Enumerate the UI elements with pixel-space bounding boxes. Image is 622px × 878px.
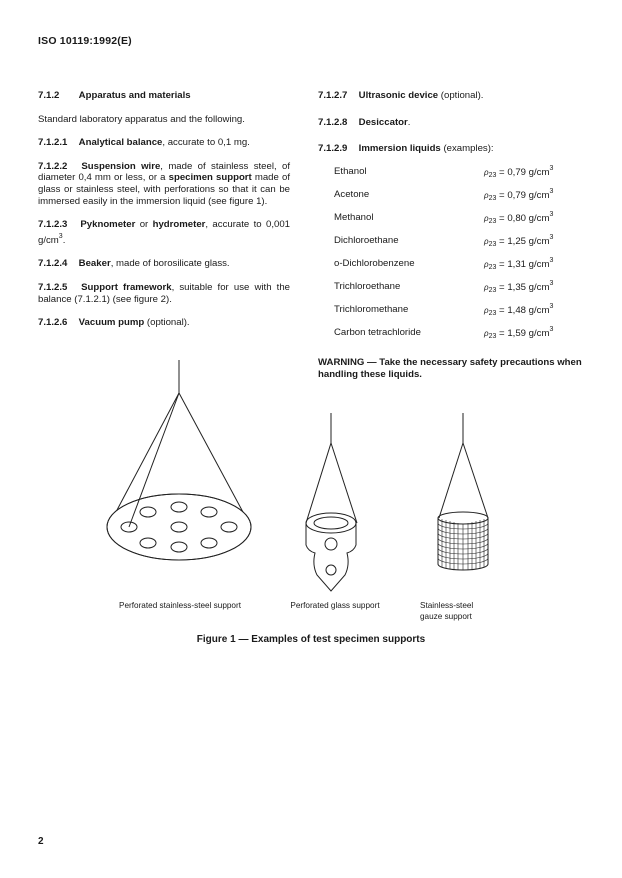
rho-subscript: 23 [488, 309, 497, 317]
section-7-1-2-6 [38, 317, 290, 329]
section-number: 7.1.2.3 [38, 219, 68, 231]
rho-subscript: 23 [488, 171, 497, 179]
section-7-1-2-5 [38, 282, 290, 305]
section-7-1-2-1 [38, 137, 290, 149]
liquid-name: Carbon tetrachloride [334, 327, 421, 339]
rho-subscript: 23 [488, 332, 497, 340]
section-text: (optional). [144, 317, 190, 329]
section-text: , accurate to 0,001 g/cm [38, 219, 290, 246]
section-title: Desiccator [358, 116, 408, 128]
section-number: 7.1.2.2 [38, 160, 68, 172]
rho-subscript: 23 [488, 286, 497, 294]
section-7-1-2-2 [38, 161, 290, 207]
section-title: Vacuum pump [78, 317, 145, 329]
figure-1-drawing [0, 355, 622, 630]
liquid-density [484, 207, 553, 230]
liquid-density [484, 299, 553, 322]
figure-caption: Figure 1 — Examples of test specimen supports [196, 634, 426, 645]
figure-label-gauze-line2: gauze support [420, 612, 472, 621]
density-value: = 1,25 g/cm [496, 235, 550, 247]
unit-superscript: 3 [549, 325, 554, 333]
rho-symbol: ρ [484, 213, 489, 223]
intro-text: Standard laboratory apparatus and the following. [38, 113, 245, 125]
figure-label-stainless-steel-support: Perforated stainless-steel support [119, 601, 241, 610]
section-7-1-2 [38, 90, 290, 102]
section-7-1-2-7 [318, 90, 586, 102]
rho-subscript: 23 [488, 194, 497, 202]
liquid-row [334, 161, 553, 184]
page-number: 2 [38, 836, 44, 847]
density-value: = 1,48 g/cm [496, 304, 550, 316]
section-number: 7.1.2.1 [38, 137, 68, 149]
rho-symbol: ρ [484, 236, 489, 246]
section-number: 7.1.2 [38, 90, 60, 101]
density-value: = 1,35 g/cm [496, 281, 550, 293]
unit-superscript: 3 [549, 164, 554, 172]
unit-superscript: 3 [549, 233, 554, 241]
section-text: (optional). [438, 90, 484, 101]
density-value: = 0,80 g/cm [496, 212, 550, 224]
rho-subscript: 23 [488, 263, 497, 271]
section-text: , suitable for use with the balance (7.1.2.1) (see figure 2). [38, 281, 290, 305]
density-value: = 1,59 g/cm [496, 327, 550, 339]
rho-symbol: ρ [484, 259, 489, 269]
liquid-row [334, 299, 553, 322]
section-text: . [407, 116, 411, 128]
section-number: 7.1.2.8 [318, 116, 348, 128]
rho-subscript: 23 [488, 217, 497, 225]
liquid-name: o-Dichlorobenzene [334, 258, 415, 270]
liquid-density [484, 230, 553, 253]
section-7-1-2-4 [38, 258, 290, 270]
rho-symbol: ρ [484, 328, 489, 338]
density-value: = 1,31 g/cm [496, 258, 550, 270]
section-7-1-2-9 [318, 143, 586, 155]
liquid-name: Acetone [334, 189, 370, 201]
liquid-density [484, 253, 553, 276]
section-bold-term: specimen support [168, 172, 252, 184]
liquid-density [484, 184, 553, 207]
warning-text: WARNING — Take the necessary safety precautions when handling these liquids. [318, 356, 582, 380]
perforated-stainless-steel-support-drawing [107, 360, 251, 560]
section-7-1-2-8 [318, 117, 586, 129]
liquid-name: Ethanol [334, 166, 367, 178]
document-id: ISO 10119:1992(E) [38, 35, 132, 47]
liquid-row [334, 184, 553, 207]
superscript: 3 [58, 232, 63, 240]
liquid-name: Trichloroethane [334, 281, 401, 293]
section-number: 7.1.2.7 [318, 90, 348, 101]
unit-superscript: 3 [549, 210, 554, 218]
rho-symbol: ρ [484, 282, 489, 292]
section-text: made of glass or stainless steel, with perforations so that it can be immersed easily in the immersion liquid (see figure 1). [38, 172, 290, 207]
section-title: Immersion liquids [358, 143, 441, 155]
rho-symbol: ρ [484, 190, 489, 200]
unit-superscript: 3 [549, 187, 554, 195]
liquid-row [334, 230, 553, 253]
right-column [318, 90, 586, 390]
section-text: (examples): [440, 143, 494, 155]
density-value: = 0,79 g/cm [496, 166, 550, 178]
section-title: Beaker [78, 258, 111, 270]
section-title: Apparatus and materials [78, 90, 191, 101]
liquid-row [334, 276, 553, 299]
section-text: , accurate to 0,1 mg. [162, 137, 250, 149]
section-title: Pyknometer [80, 219, 136, 231]
section-number: 7.1.2.5 [38, 281, 68, 293]
figure-label-gauze-line1: Stainless-steel [420, 601, 474, 610]
section-text: , made of stainless steel, of diameter 0,4 mm or less, or a [38, 160, 290, 184]
liquid-row [334, 253, 553, 276]
rho-symbol: ρ [484, 305, 489, 315]
section-title-2: hydrometer [152, 219, 206, 231]
section-title: Ultrasonic device [358, 90, 439, 101]
liquid-row [334, 207, 553, 230]
section-text: , made of borosilicate glass. [110, 258, 230, 270]
left-column [38, 90, 290, 338]
liquid-row [334, 322, 553, 345]
liquid-name: Dichloroethane [334, 235, 399, 247]
section-number: 7.1.2.6 [38, 317, 68, 329]
section-7-1-2-3 [38, 219, 290, 246]
liquid-density [484, 161, 553, 184]
section-title: Analytical balance [78, 137, 163, 149]
density-value: = 0,79 g/cm [496, 189, 550, 201]
unit-superscript: 3 [549, 256, 554, 264]
section-title: Support framework [81, 281, 172, 293]
liquid-name: Methanol [334, 212, 374, 224]
liquid-density [484, 322, 553, 345]
rho-symbol: ρ [484, 167, 489, 177]
unit-superscript: 3 [549, 279, 554, 287]
section-title: Suspension wire [81, 160, 161, 172]
immersion-liquids-table [334, 161, 553, 345]
perforated-glass-support-drawing [306, 413, 357, 591]
stainless-steel-gauze-support-drawing [438, 413, 488, 570]
figure-label-glass-support: Perforated glass support [290, 601, 380, 610]
section-text: or [135, 219, 153, 231]
section-number: 7.1.2.9 [318, 143, 348, 155]
figure-label-gauze-support [420, 601, 510, 621]
liquid-density [484, 276, 553, 299]
section-number: 7.1.2.4 [38, 258, 68, 270]
section-text-end: . [62, 234, 66, 246]
rho-subscript: 23 [488, 240, 497, 248]
unit-superscript: 3 [549, 302, 554, 310]
liquid-name: Trichloromethane [334, 304, 409, 316]
